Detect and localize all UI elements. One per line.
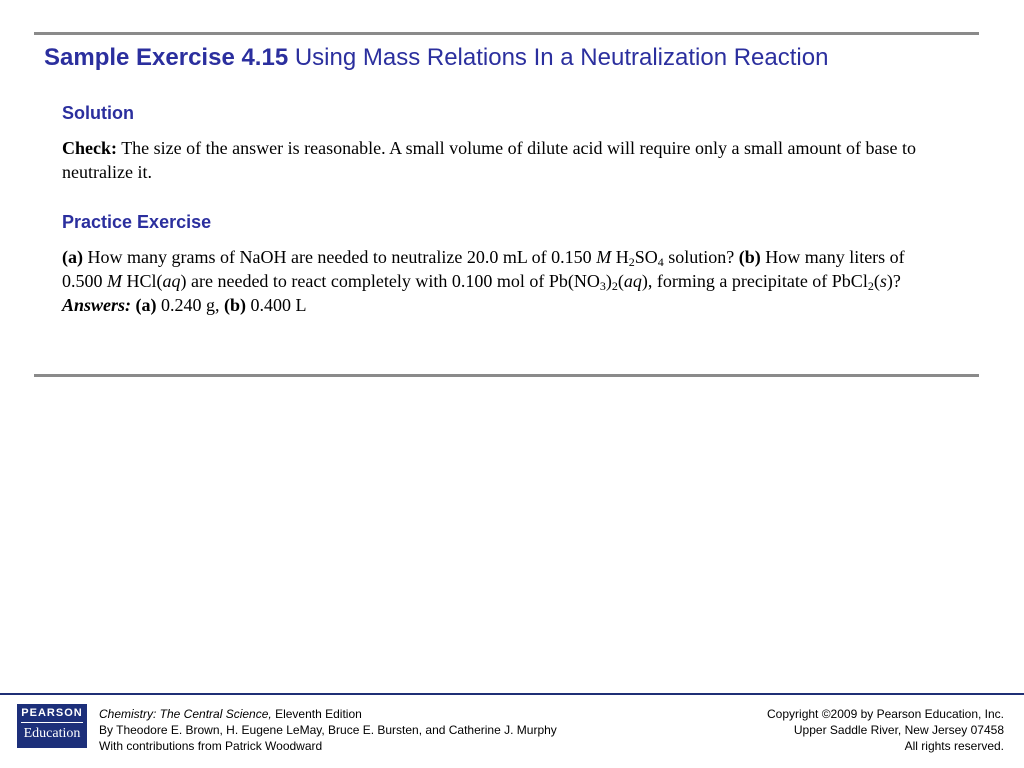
footer-citation — [99, 706, 557, 754]
part-b-text-3: ), forming a precipitate of PbCl — [641, 271, 868, 291]
rights-line: All rights reserved. — [904, 739, 1004, 753]
logo-top-text: PEARSON — [21, 707, 83, 719]
check-label: Check: — [62, 138, 117, 158]
formula-h2so4: $H_2SO_4$ — [615, 247, 664, 269]
part-a-text-end: solution? — [668, 247, 735, 267]
practice-paragraph — [62, 245, 937, 317]
answer-b: 0.400 L — [250, 295, 307, 315]
part-b-label: (b) — [738, 247, 761, 267]
solution-heading: Solution — [62, 103, 134, 123]
part-a-text: How many grams of NaOH are needed to neutralize 20.0 mL of 0.150 — [87, 247, 592, 267]
open-paren-s: ( — [873, 271, 880, 291]
pearson-logo — [17, 704, 87, 748]
exercise-number: Sample Exercise 4.15 — [44, 44, 289, 71]
check-text: The size of the answer is reasonable. A small volume of dilute acid will require only a small amount of base to neutralize it. — [62, 138, 916, 182]
formula-hcl: HCl( — [126, 271, 163, 291]
logo-bottom-text: Education — [23, 726, 81, 741]
answer-a: 0.240 g, — [161, 295, 220, 315]
pbcl2-subscript: 2 — [867, 279, 874, 293]
practice-heading: Practice Exercise — [62, 212, 212, 232]
slide-title — [44, 44, 984, 72]
part-b-text-end: )? — [886, 271, 901, 291]
check-paragraph — [62, 136, 937, 184]
aq-state-b: aq — [623, 271, 642, 291]
book-contributions: With contributions from Patrick Woodward — [99, 739, 323, 753]
footer-divider — [0, 693, 1024, 695]
pb-subscript: 2 — [611, 279, 618, 293]
address-line: Upper Saddle River, New Jersey 07458 — [793, 723, 1004, 737]
aq-state: aq — [162, 271, 181, 291]
book-title: Chemistry: The Central Science, — [99, 707, 272, 721]
part-a-label: (a) — [62, 247, 83, 267]
book-edition: Eleventh Edition — [275, 707, 362, 721]
answer-b-label: (b) — [224, 295, 247, 315]
solid-state: s — [879, 271, 887, 291]
no3-subscript: 3 — [599, 279, 606, 293]
middle-divider — [34, 374, 979, 377]
copyright-line: Copyright ©2009 by Pearson Education, Inc. — [767, 707, 1004, 721]
part-b-text-2: ) are needed to react completely with 0.100 mol of Pb(NO — [180, 271, 600, 291]
part-b-text: How many liters of 0.500 — [62, 247, 905, 291]
open-paren: ( — [617, 271, 624, 291]
footer-copyright — [767, 706, 1004, 754]
exercise-title: Using Mass Relations In a Neutralization Reaction — [294, 44, 829, 71]
close-paren: ) — [605, 271, 612, 291]
top-divider — [34, 32, 979, 35]
molar-symbol-b: M — [107, 271, 122, 291]
answer-a-label: (a) — [135, 295, 157, 315]
molar-symbol: M — [596, 247, 612, 267]
answers-label: Answers: — [62, 295, 132, 315]
book-authors: By Theodore E. Brown, H. Eugene LeMay, Bruce E. Bursten, and Catherine J. Murphy — [99, 723, 557, 737]
